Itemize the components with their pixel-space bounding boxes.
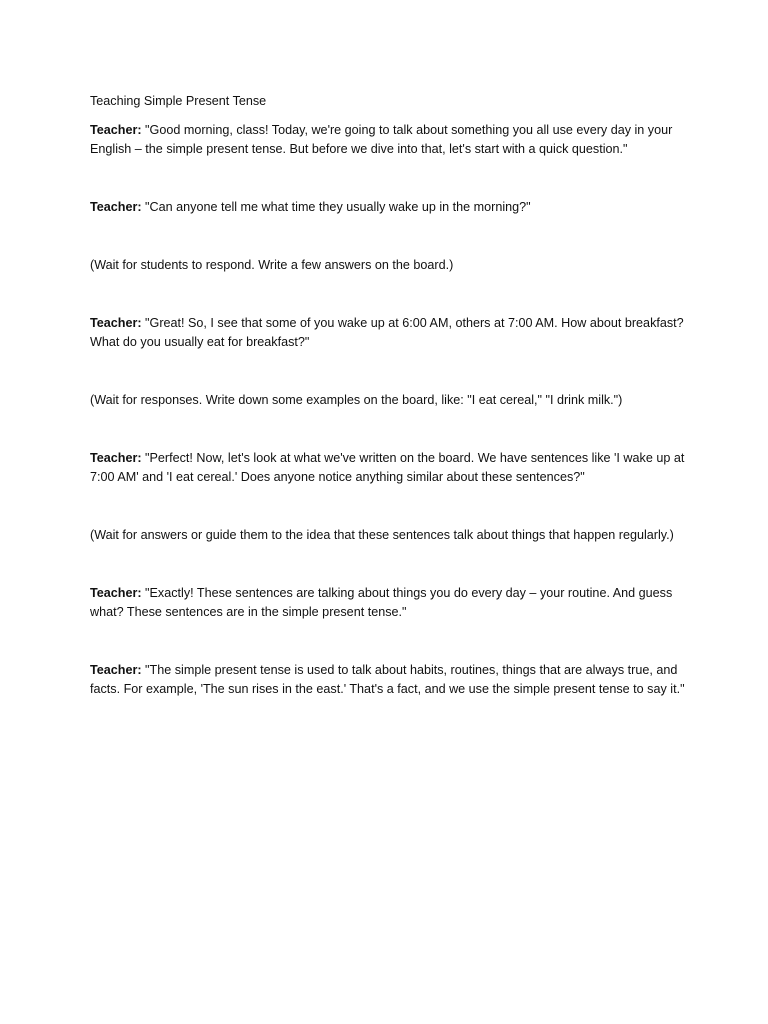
dialogue-paragraph (90, 198, 690, 217)
paragraph-text: "Exactly! These sentences are talking about things you do every day – your routine. And guess what? These sentences are in the simple present tense." (90, 586, 673, 619)
paragraph-text: (Wait for answers or guide them to the idea that these sentences talk about things that happen regularly.) (90, 528, 674, 542)
paragraph-text: "Perfect! Now, let's look at what we've written on the board. We have sentences like 'I wake up at 7:00 AM' and 'I eat cereal.' Does anyone notice anything similar about these sentences?" (90, 451, 685, 484)
paragraph-text: (Wait for responses. Write down some examples on the board, like: "I eat cereal," "I drink milk.") (90, 393, 623, 407)
paragraph-text: "Good morning, class! Today, we're going to talk about something you all use every day in your English – the simple present tense. But before we dive into that, let's start with a quick question." (90, 123, 673, 156)
document-title: Teaching Simple Present Tense (90, 94, 267, 108)
speaker-label: Teacher: (90, 316, 142, 330)
paragraph-text: "The simple present tense is used to talk about habits, routines, things that are always true, and facts. For example, 'The sun rises in the east.' That's a fact, and we use the simple present tense to say it." (90, 663, 685, 696)
dialogue-paragraph (90, 584, 690, 622)
speaker-label: Teacher: (90, 200, 142, 214)
document-body (90, 92, 690, 699)
paragraph-text: "Can anyone tell me what time they usually wake up in the morning?" (141, 200, 531, 214)
stage-direction (90, 391, 690, 410)
paragraph-text: "Great! So, I see that some of you wake up at 6:00 AM, others at 7:00 AM. How about breakfast? What do you usually eat for breakfast?" (90, 316, 684, 349)
speaker-label: Teacher: (90, 451, 142, 465)
dialogue-paragraph (90, 661, 690, 699)
stage-direction (90, 526, 690, 545)
dialogue-paragraph (90, 314, 690, 352)
speaker-label: Teacher: (90, 663, 142, 677)
speaker-label: Teacher: (90, 123, 142, 137)
dialogue-paragraph (90, 449, 690, 487)
stage-direction (90, 256, 690, 275)
speaker-label: Teacher: (90, 586, 142, 600)
paragraph-text: (Wait for students to respond. Write a few answers on the board.) (90, 258, 454, 272)
dialogue-paragraph (90, 121, 690, 159)
